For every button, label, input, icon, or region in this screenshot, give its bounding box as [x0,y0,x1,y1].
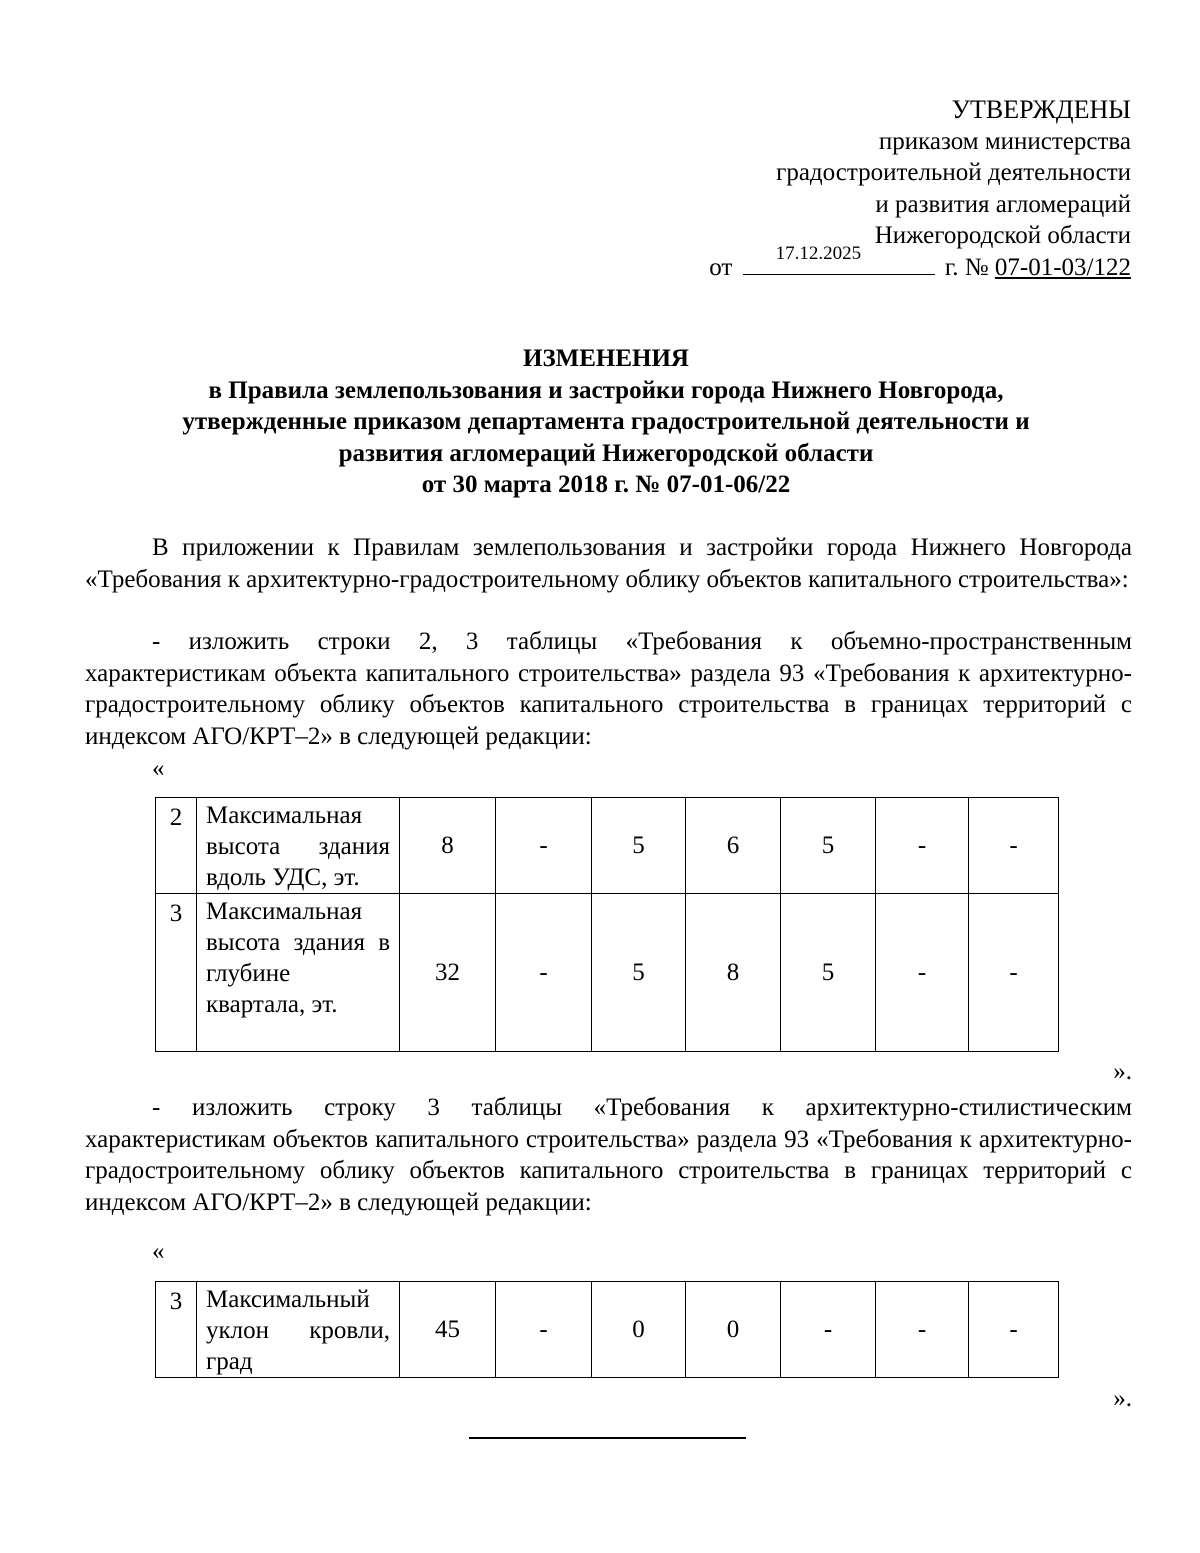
quote-close-1: ». [1113,1058,1132,1085]
quote-open-1: « [152,755,165,782]
order-number: 07-01-03/122 [994,253,1131,281]
approval-line-2: градостроительной деятельности [776,159,1131,186]
approval-line-3: и развития агломераций [875,190,1131,218]
table-cell: - [876,1282,969,1378]
approval-date-line [709,242,1131,284]
title-line-2: утвержденные приказом департамента градостроительной деятельности и [182,408,1030,435]
table-cell: 45 [400,1282,496,1378]
table-row [156,1282,1059,1378]
table-cell: - [496,1282,592,1378]
table-cell: 6 [686,798,781,894]
table-cell: 8 [400,798,496,894]
table-cell: - [969,894,1059,1052]
date-prefix: от [709,253,733,281]
table-volume-requirements [155,797,1059,1052]
quote-open-2: « [152,1238,165,1265]
approval-stamp [709,94,1131,283]
approval-heading: УТВЕРЖДЕНЫ [951,95,1131,124]
intro-text: В приложении к Правилам землепользования и застройки города Нижнего Новгорода «Требования к архитектурно-градостроительному облику объектов капитального строительства»: [85,534,1132,593]
table-cell: - [876,798,969,894]
number-prefix: г. № [944,253,989,281]
table-cell: - [496,894,592,1052]
table-cell: - [969,798,1059,894]
table-cell: - [781,1282,876,1378]
item-1-paragraph [85,626,1132,752]
approval-date: 17.12.2025 [775,242,862,264]
table-cell: 32 [400,894,496,1052]
approval-line-1: приказом министерства [878,127,1131,155]
row-name: Максимальная высота здания вдоль УДС, эт. [197,798,400,894]
row-number: 3 [156,1282,197,1378]
document-title [80,343,1132,501]
table-cell: 5 [781,894,876,1052]
item-2-text: - изложить строку 3 таблицы «Требования к архитектурно-стилистическим характеристикам объектов капитального строительства» раздела 93 «Требования к архитектурно-градостроительному облику объектов капитального строительства в границах территорий с индексом АГО/КРТ–2» в следующей редакции: [85,1094,1132,1216]
table-cell: 8 [686,894,781,1052]
table-cell: 0 [686,1282,781,1378]
table-row [156,798,1059,894]
intro-paragraph [85,532,1132,595]
row-name: Максимальный уклон кровли, град [197,1282,400,1378]
title-heading: ИЗМЕНЕНИЯ [523,345,689,372]
title-line-3: развития агломераций Нижегородской области [338,439,874,467]
row-number: 3 [156,894,197,1052]
table-cell: - [496,798,592,894]
table-cell: 5 [592,798,686,894]
row-number: 2 [156,798,197,894]
end-separator-line [469,1437,746,1439]
title-line-1: в Правила землепользования и застройки города Нижнего Новгорода, [208,376,1004,404]
quote-close-2: ». [1113,1385,1132,1412]
approval-line-4: Нижегородской области [874,222,1131,249]
table-cell: 0 [592,1282,686,1378]
table-cell: 5 [592,894,686,1052]
row-name: Максимальная высота здания в глубине квартала, эт. [197,894,400,1052]
table-style-requirements [155,1281,1059,1378]
item-2-paragraph [85,1092,1132,1218]
date-field [743,242,935,275]
table-cell: - [876,894,969,1052]
table-cell: 5 [781,798,876,894]
item-1-text: - изложить строки 2, 3 таблицы «Требования к объемно-пространственным характеристикам объекта капитального строительства» раздела 93 «Требования к архитектурно-градостроительному облику объектов капитального строительства в границах территорий с индексом АГО/КРТ–2» в следующей редакции: [85,628,1132,750]
table-row [156,894,1059,1052]
table-cell: - [969,1282,1059,1378]
title-line-4: от 30 марта 2018 г. № 07-01-06/22 [421,471,791,498]
